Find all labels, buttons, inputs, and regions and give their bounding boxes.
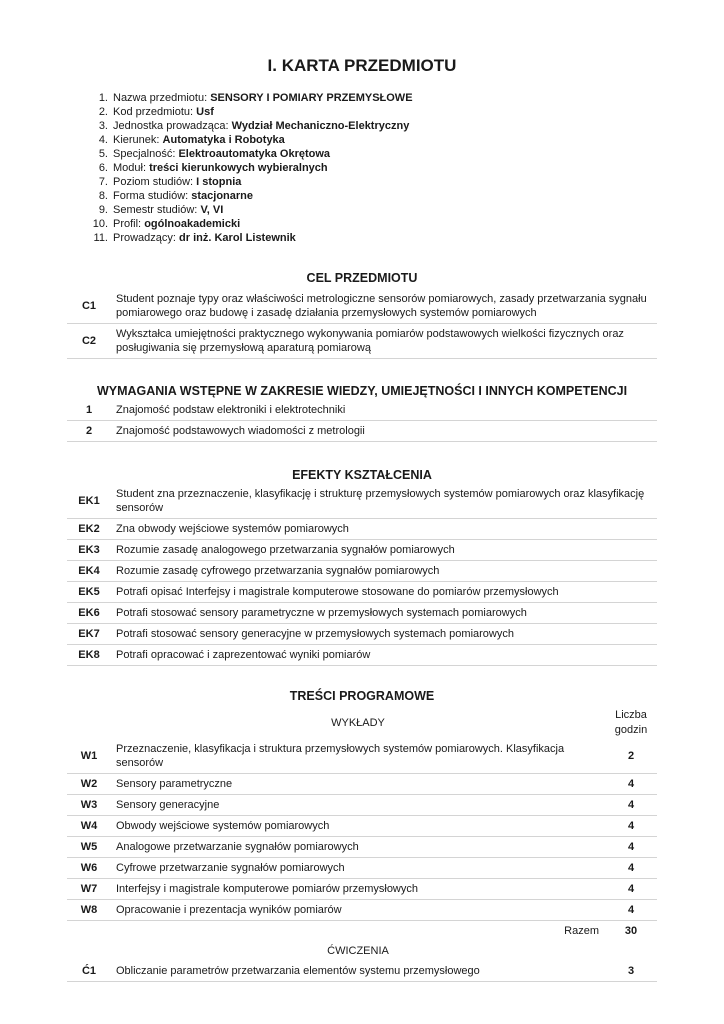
row-code: EK1 <box>67 484 111 519</box>
info-label: Kod przedmiotu: <box>113 106 194 118</box>
table-row <box>67 582 657 603</box>
row-code: EK8 <box>67 645 111 666</box>
info-num: 4. <box>98 134 108 146</box>
row-code: EK3 <box>67 540 111 561</box>
row-code: EK2 <box>67 519 111 540</box>
info-value: treści kierunkowych wybieralnych <box>149 162 328 174</box>
row-text: Potrafi stosować sensory generacyjne w przemysłowych systemach pomiarowych <box>111 624 657 645</box>
info-value: I stopnia <box>196 176 242 188</box>
row-code: W4 <box>67 816 111 837</box>
row-text: Sensory generacyjne <box>111 795 605 816</box>
razem-value: 30 <box>624 925 638 937</box>
wyklady-label: WYKŁADY <box>331 717 385 729</box>
row-text: Opracowanie i prezentacja wyników pomiarów <box>111 900 605 921</box>
table-row <box>67 324 657 359</box>
info-value: Elektroautomatyka Okrętowa <box>178 148 331 160</box>
row-text: Potrafi stosować sensory parametryczne w przemysłowych systemach pomiarowych <box>111 603 657 624</box>
row-text: Sensory parametryczne <box>111 774 605 795</box>
row-text: Potrafi opisać Interfejsy i magistrale komputerowe stosowane do pomiarów przemysłowych <box>111 582 657 603</box>
info-item <box>86 217 413 231</box>
info-num: 2. <box>98 106 108 118</box>
row-text: Student zna przeznaczenie, klasyfikację i strukturę przemysłowych systemów pomiarowych oraz klasyfikację sensorów <box>111 484 657 519</box>
row-text: Student poznaje typy oraz właściwości metrologiczne sensorów pomiarowych, zasady przetwarzania sygnału pomiarowego oraz budowę i zasadę działania przemysłowych systemów pomiarowych <box>111 289 657 324</box>
info-label: Prowadzący: <box>113 232 176 244</box>
row-text: Interfejsy i magistrale komputerowe pomiarów przemysłowych <box>111 879 605 900</box>
info-item <box>86 91 413 105</box>
table-row <box>67 645 657 666</box>
info-num: 11. <box>93 232 108 244</box>
row-hours: 3 <box>605 961 657 982</box>
table-row <box>67 421 657 442</box>
table-row <box>67 484 657 519</box>
table-row <box>67 795 657 816</box>
table-row <box>67 879 657 900</box>
info-label: Jednostka prowadząca: <box>113 120 229 132</box>
info-label: Nazwa przedmiotu: <box>113 92 208 104</box>
info-item <box>86 189 413 203</box>
efekty-table <box>67 484 657 666</box>
row-code: Ć1 <box>67 961 111 982</box>
info-value: V, VI <box>200 204 224 216</box>
info-item <box>86 119 413 133</box>
wyklady-header-row <box>67 707 657 739</box>
table-row <box>67 561 657 582</box>
row-code: W2 <box>67 774 111 795</box>
row-code: EK5 <box>67 582 111 603</box>
table-row <box>67 858 657 879</box>
hours-label-2: godzin <box>614 724 648 736</box>
table-row <box>67 400 657 421</box>
row-hours: 4 <box>605 816 657 837</box>
table-row <box>67 774 657 795</box>
info-label: Specjalność: <box>113 148 176 160</box>
row-code: C2 <box>67 324 111 359</box>
info-item <box>86 203 413 217</box>
row-hours: 2 <box>605 739 657 774</box>
row-code: W3 <box>67 795 111 816</box>
hours-label-1: Liczba <box>615 709 647 721</box>
table-row <box>67 603 657 624</box>
row-code: 2 <box>67 421 111 442</box>
row-code: W7 <box>67 879 111 900</box>
table-row <box>67 739 657 774</box>
info-num: 5. <box>98 148 108 160</box>
info-item <box>86 147 413 161</box>
row-hours: 4 <box>605 795 657 816</box>
wymagania-table <box>67 400 657 442</box>
info-label: Moduł: <box>113 162 147 174</box>
table-row <box>67 289 657 324</box>
row-text: Znajomość podstawowych wiadomości z metrologii <box>111 421 657 442</box>
info-num: 6. <box>98 162 108 174</box>
info-item <box>86 231 413 245</box>
info-num: 7. <box>98 176 108 188</box>
table-row <box>67 816 657 837</box>
hours-label <box>605 707 657 739</box>
row-code: W5 <box>67 837 111 858</box>
row-hours: 4 <box>605 774 657 795</box>
info-num: 9. <box>98 204 108 216</box>
info-item <box>86 175 413 189</box>
row-text: Wykształca umiejętności praktycznego wykonywania pomiarów podstawowych wielkości fizycznych oraz posługiwania się przemysłową aparaturą pomiarową <box>111 324 657 359</box>
cel-heading: CEL PRZEDMIOTU <box>306 271 418 285</box>
info-value: ogólnoakademicki <box>144 218 241 230</box>
info-num: 3. <box>98 120 108 132</box>
row-code: 1 <box>67 400 111 421</box>
row-code: EK7 <box>67 624 111 645</box>
table-row <box>67 900 657 921</box>
row-hours: 4 <box>605 858 657 879</box>
info-label: Forma studiów: <box>113 190 189 202</box>
cwiczenia-label: ĆWICZENIA <box>327 945 389 957</box>
course-info-list <box>86 91 413 245</box>
row-text: Rozumie zasadę analogowego przetwarzania sygnałów pomiarowych <box>111 540 657 561</box>
row-text: Cyfrowe przetwarzanie sygnałów pomiarowych <box>111 858 605 879</box>
row-text: Zna obwody wejściowe systemów pomiarowych <box>111 519 657 540</box>
tresci-table <box>67 707 657 982</box>
row-text: Przeznaczenie, klasyfikacja i struktura przemysłowych systemów pomiarowych. Klasyfikacja sensorów <box>111 739 605 774</box>
info-num: 8. <box>98 190 108 202</box>
row-text: Znajomość podstaw elektroniki i elektrotechniki <box>111 400 657 421</box>
row-code: C1 <box>67 289 111 324</box>
info-label: Semestr studiów: <box>113 204 198 216</box>
row-code: W8 <box>67 900 111 921</box>
row-code: W6 <box>67 858 111 879</box>
info-value: SENSORY I POMIARY PRZEMYSŁOWE <box>210 92 413 104</box>
row-text: Rozumie zasadę cyfrowego przetwarzania sygnałów pomiarowych <box>111 561 657 582</box>
page-title: I. KARTA PRZEDMIOTU <box>267 56 457 75</box>
info-num: 10. <box>92 218 108 230</box>
row-hours: 4 <box>605 837 657 858</box>
row-text: Analogowe przetwarzanie sygnałów pomiarowych <box>111 837 605 858</box>
info-value: Automatyka i Robotyka <box>162 134 285 146</box>
table-row <box>67 624 657 645</box>
info-label: Profil: <box>113 218 142 230</box>
table-row <box>67 961 657 982</box>
cwiczenia-header-row <box>67 941 657 961</box>
row-code: EK6 <box>67 603 111 624</box>
razem-label: Razem <box>564 925 599 937</box>
info-item <box>86 133 413 147</box>
info-label: Kierunek: <box>113 134 160 146</box>
razem-row <box>67 921 657 942</box>
wymagania-heading: WYMAGANIA WSTĘPNE W ZAKRESIE WIEDZY, UMIEJĘTNOŚCI I INNYCH KOMPETENCJI <box>96 384 628 398</box>
tresci-heading: TREŚCI PROGRAMOWE <box>289 689 435 703</box>
row-code: W1 <box>67 739 111 774</box>
table-row <box>67 540 657 561</box>
info-item <box>86 161 413 175</box>
row-code: EK4 <box>67 561 111 582</box>
info-value: stacjonarne <box>191 190 254 202</box>
info-item <box>86 105 413 119</box>
row-text: Obwody wejściowe systemów pomiarowych <box>111 816 605 837</box>
table-row <box>67 519 657 540</box>
row-hours: 4 <box>605 900 657 921</box>
row-text: Obliczanie parametrów przetwarzania elementów systemu przemysłowego <box>111 961 605 982</box>
row-text: Potrafi opracować i zaprezentować wyniki pomiarów <box>111 645 657 666</box>
info-label: Poziom studiów: <box>113 176 194 188</box>
cel-table <box>67 289 657 359</box>
info-value: Usf <box>196 106 214 118</box>
efekty-heading: EFEKTY KSZTAŁCENIA <box>292 468 432 482</box>
row-hours: 4 <box>605 879 657 900</box>
info-num: 1. <box>98 92 108 104</box>
info-value: dr inż. Karol Listewnik <box>179 232 296 244</box>
info-value: Wydział Mechaniczno-Elektryczny <box>231 120 410 132</box>
table-row <box>67 837 657 858</box>
